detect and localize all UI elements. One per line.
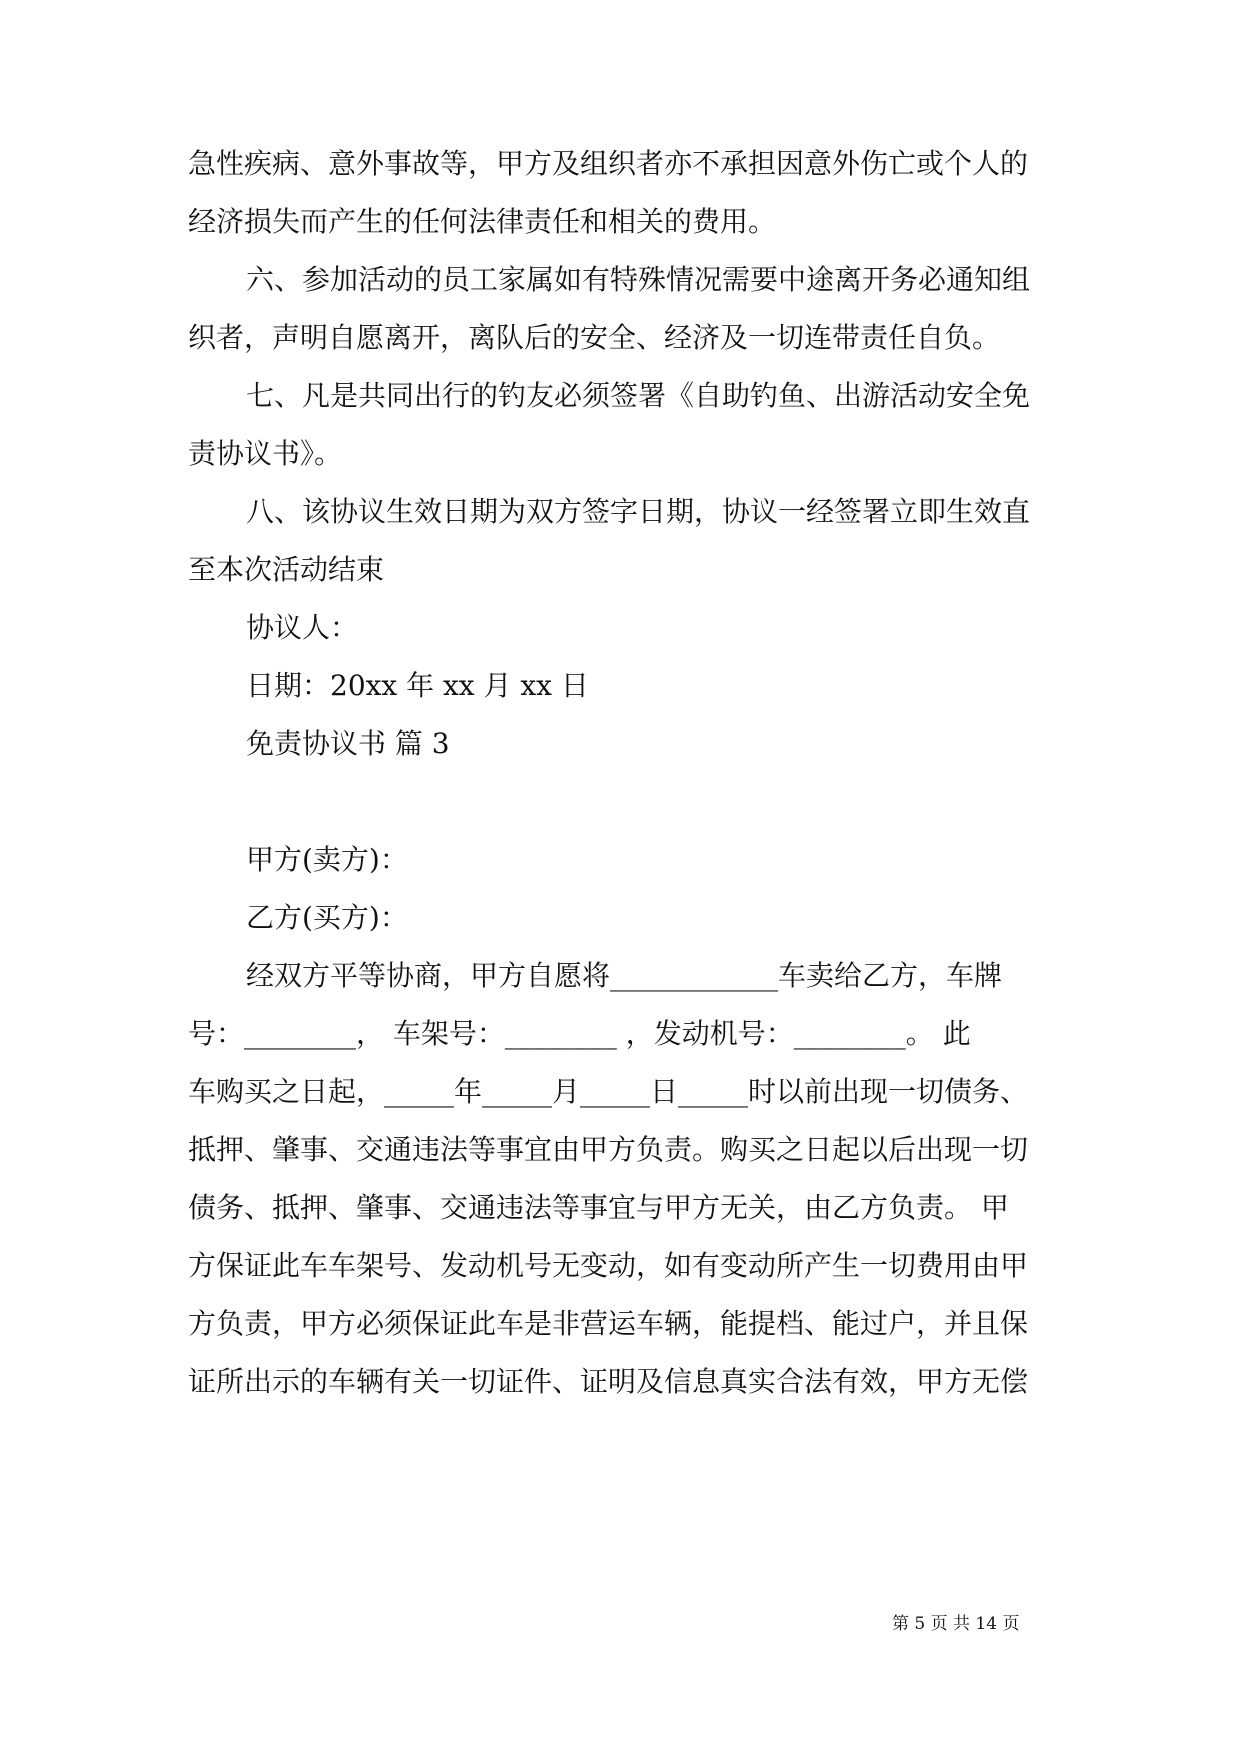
paragraph-line: 债务、抵押、肇事、交通违法等事宜与甲方无关，由乙方负责。 甲 xyxy=(188,1191,1009,1224)
paragraph-line: 六、参加活动的员工家属如有特殊情况需要中途离开务必通知组 xyxy=(246,263,1031,296)
paragraph-line: 织者，声明自愿离开，离队后的安全、经济及一切连带责任自负。 xyxy=(188,321,1001,354)
paragraph-line: 车购买之日起，_____年_____月_____日_____时以前出现一切债务、 xyxy=(188,1075,1029,1108)
paragraph-line: 抵押、肇事、交通违法等事宜由甲方负责。购买之日起以后出现一切 xyxy=(188,1133,1029,1166)
paragraph-line: 经双方平等协商，甲方自愿将____________车卖给乙方，车牌 xyxy=(246,959,1003,992)
paragraph-line: 七、凡是共同出行的钓友必须签署《自助钓鱼、出游活动安全免 xyxy=(246,379,1031,412)
paragraph-line: 号：________， 车架号：________ ，发动机号：________。 此 xyxy=(188,1017,971,1050)
paragraph-line: 方保证此车车架号、发动机号无变动，如有变动所产生一切费用由甲 xyxy=(188,1249,1029,1282)
party-a-line: 甲方(卖方)： xyxy=(246,843,408,876)
paragraph-line: 方负责，甲方必须保证此车是非营运车辆，能提档、能过户，并且保 xyxy=(188,1307,1029,1340)
signatory-label: 协议人： xyxy=(246,611,359,644)
section-heading: 免责协议书 篇 3 xyxy=(246,727,450,760)
paragraph-line: 经济损失而产生的任何法律责任和相关的费用。 xyxy=(188,205,777,238)
paragraph-line: 证所出示的车辆有关一切证件、证明及信息真实合法有效，甲方无偿 xyxy=(188,1365,1029,1398)
page-number-footer: 第 5 页 共 14 页 xyxy=(892,1614,1020,1634)
date-line: 日期：20xx 年 xx 月 xx 日 xyxy=(246,669,589,702)
paragraph-line: 急性疾病、意外事故等，甲方及组织者亦不承担因意外伤亡或个人的 xyxy=(188,147,1029,180)
paragraph-line: 至本次活动结束 xyxy=(188,553,385,586)
paragraph-line: 八、该协议生效日期为双方签字日期，协议一经签署立即生效直 xyxy=(246,495,1031,528)
paragraph-line: 责协议书》。 xyxy=(188,437,343,470)
party-b-line: 乙方(买方)： xyxy=(246,901,408,934)
